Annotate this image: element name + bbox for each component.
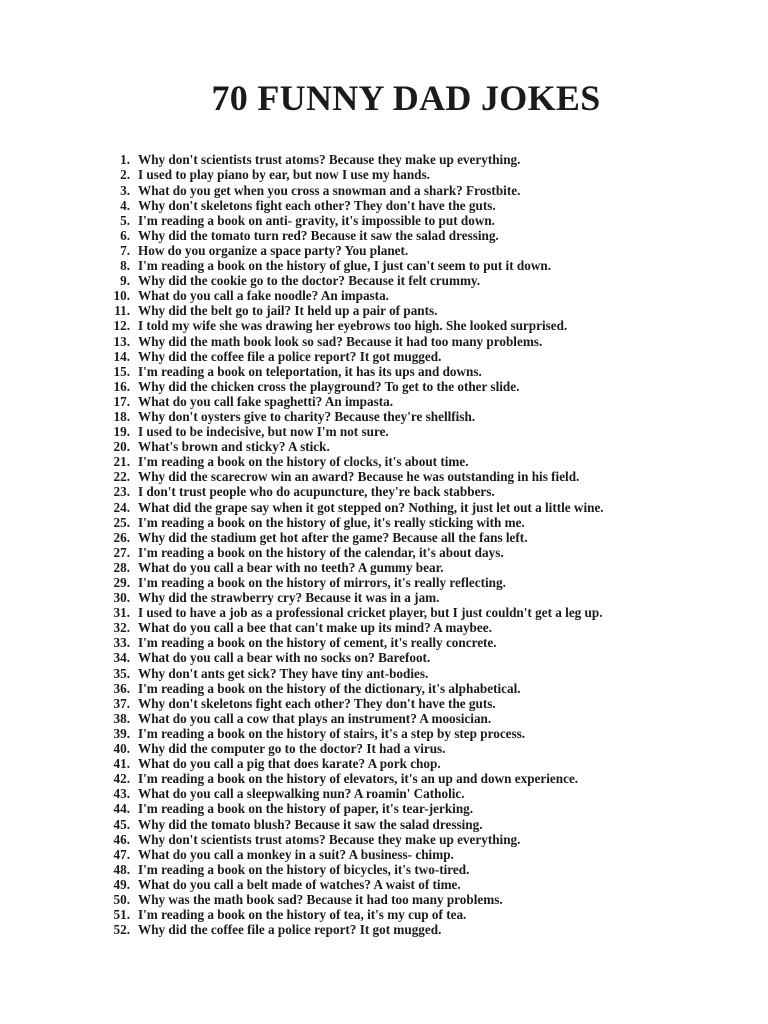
joke-text: What do you call a sleepwalking nun? A roamin' Catholic.: [138, 786, 465, 802]
joke-number: 24.: [113, 499, 130, 515]
joke-number: 9.: [120, 273, 130, 289]
list-item: [0, 635, 768, 650]
joke-text: What do you call a bear with no socks on? Barefoot.: [138, 650, 431, 666]
joke-number: 44.: [113, 801, 130, 817]
joke-number: 19.: [113, 424, 130, 440]
joke-text: What do you call a fake noodle? An impasta.: [138, 288, 389, 304]
joke-number: 28.: [113, 559, 130, 575]
joke-text: I'm reading a book on the history of paper, it's tear-jerking.: [138, 801, 474, 817]
list-item: [0, 847, 768, 862]
list-item: [0, 409, 768, 424]
joke-number: 43.: [113, 786, 130, 802]
list-item: [0, 318, 768, 333]
joke-number: 39.: [113, 725, 130, 741]
list-item: [0, 711, 768, 726]
list-item: [0, 801, 768, 816]
list-item: [0, 288, 768, 303]
list-item: [0, 892, 768, 907]
joke-number: 22.: [113, 469, 130, 485]
joke-text: I told my wife she was drawing her eyebrows too high. She looked surprised.: [138, 318, 568, 334]
joke-number: 15.: [113, 363, 130, 379]
list-item: [0, 424, 768, 439]
joke-text: I'm reading a book on the history of mirrors, it's really reflecting.: [138, 575, 506, 591]
joke-text: Why did the coffee file a police report? It got mugged.: [138, 922, 442, 938]
joke-number: 45.: [113, 816, 130, 832]
joke-text: I'm reading a book on the history of clocks, it's about time.: [138, 454, 469, 470]
joke-number: 20.: [113, 439, 130, 455]
list-item: [0, 183, 768, 198]
joke-text: Why did the strawberry cry? Because it was in a jam.: [138, 590, 440, 606]
joke-number: 48.: [113, 861, 130, 877]
joke-text: I'm reading a book on the history of elevators, it's an up and down experience.: [138, 771, 579, 787]
list-item: [0, 500, 768, 515]
joke-number: 50.: [113, 891, 130, 907]
joke-text: I'm reading a book on the history of tea, it's my cup of tea.: [138, 907, 467, 923]
joke-number: 6.: [120, 227, 130, 243]
joke-number: 38.: [113, 710, 130, 726]
joke-number: 41.: [113, 756, 130, 772]
joke-text: What do you call a belt made of watches? A waist of time.: [138, 876, 461, 892]
list-item: [0, 786, 768, 801]
joke-number: 12.: [113, 318, 130, 334]
list-item: [0, 198, 768, 213]
list-item: [0, 741, 768, 756]
joke-number: 1.: [120, 152, 130, 168]
list-item: [0, 454, 768, 469]
list-item: [0, 303, 768, 318]
list-item: [0, 771, 768, 786]
joke-text: I'm reading a book on anti- gravity, it's impossible to put down.: [138, 212, 495, 228]
joke-text: Why don't oysters give to charity? Because they're shellfish.: [138, 408, 476, 424]
joke-number: 18.: [113, 408, 130, 424]
joke-text: Why don't skeletons fight each other? They don't have the guts.: [138, 695, 496, 711]
list-item: [0, 152, 768, 167]
joke-text: I'm reading a book on the history of glue, I just can't seem to put it down.: [138, 258, 551, 274]
joke-number: 7.: [120, 242, 130, 258]
joke-number: 10.: [113, 288, 130, 304]
joke-number: 26.: [113, 529, 130, 545]
joke-number: 35.: [113, 665, 130, 681]
joke-text: What do you call fake spaghetti? An impasta.: [138, 393, 393, 409]
list-item: [0, 726, 768, 741]
list-item: [0, 666, 768, 681]
joke-text: I don't trust people who do acupuncture, they're back stabbers.: [138, 484, 495, 500]
joke-number: 27.: [113, 544, 130, 560]
joke-text: What do you call a bear with no teeth? A gummy bear.: [138, 559, 444, 575]
list-item: [0, 696, 768, 711]
list-item: [0, 817, 768, 832]
list-item: [0, 439, 768, 454]
joke-text: What do you call a cow that plays an instrument? A moosician.: [138, 710, 492, 726]
list-item: [0, 922, 768, 937]
list-item: [0, 620, 768, 635]
list-item: [0, 545, 768, 560]
joke-text: Why did the tomato turn red? Because it saw the salad dressing.: [138, 227, 499, 243]
joke-text: What do you call a pig that does karate? A pork chop.: [138, 756, 441, 772]
joke-number: 40.: [113, 741, 130, 757]
joke-text: What's brown and sticky? A stick.: [138, 439, 330, 455]
joke-text: How do you organize a space party? You planet.: [138, 242, 409, 258]
list-item: [0, 364, 768, 379]
joke-text: Why did the scarecrow win an award? Because he was outstanding in his field.: [138, 469, 580, 485]
joke-text: I'm reading a book on the history of cement, it's really concrete.: [138, 635, 497, 651]
list-item: [0, 862, 768, 877]
list-item: [0, 349, 768, 364]
list-item: [0, 484, 768, 499]
joke-number: 14.: [113, 348, 130, 364]
joke-text: What do you get when you cross a snowman and a shark? Frostbite.: [138, 182, 521, 198]
joke-text: Why don't ants get sick? They have tiny ant-bodies.: [138, 665, 429, 681]
joke-text: What do you call a bee that can't make up its mind? A maybee.: [138, 620, 492, 636]
joke-text: I'm reading a book on the history of glue, it's really sticking with me.: [138, 514, 525, 530]
joke-text: Why don't scientists trust atoms? Because they make up everything.: [138, 152, 521, 168]
joke-number: 23.: [113, 484, 130, 500]
joke-number: 13.: [113, 333, 130, 349]
joke-text: I'm reading a book on the history of the dictionary, it's alphabetical.: [138, 680, 521, 696]
list-item: [0, 213, 768, 228]
joke-text: Why did the math book look so sad? Because it had too many problems.: [138, 333, 543, 349]
list-item: [0, 530, 768, 545]
list-item: [0, 560, 768, 575]
joke-number: 3.: [120, 182, 130, 198]
list-item: [0, 334, 768, 349]
joke-number: 32.: [113, 620, 130, 636]
joke-text: Why did the tomato blush? Because it saw the salad dressing.: [138, 816, 483, 832]
list-item: [0, 605, 768, 620]
joke-number: 11.: [114, 303, 130, 319]
list-item: [0, 469, 768, 484]
joke-text: Why did the belt go to jail? It held up a pair of pants.: [138, 303, 438, 319]
list-item: [0, 394, 768, 409]
list-item: [0, 681, 768, 696]
joke-number: 17.: [113, 393, 130, 409]
joke-text: I'm reading a book on the history of bicycles, it's two-tired.: [138, 861, 470, 877]
jokes-list: [0, 152, 768, 937]
joke-number: 30.: [113, 590, 130, 606]
list-item: [0, 258, 768, 273]
joke-text: Why was the math book sad? Because it had too many problems.: [138, 891, 503, 907]
joke-text: Why did the chicken cross the playground? To get to the other slide.: [138, 378, 520, 394]
joke-number: 5.: [120, 212, 130, 228]
joke-number: 33.: [113, 635, 130, 651]
joke-number: 34.: [113, 650, 130, 666]
joke-text: I used to be indecisive, but now I'm not sure.: [138, 424, 389, 440]
joke-text: What did the grape say when it got stepped on? Nothing, it just let out a little wine.: [138, 499, 604, 515]
joke-text: I used to play piano by ear, but now I use my hands.: [138, 167, 430, 183]
joke-text: I'm reading a book on the history of the calendar, it's about days.: [138, 544, 504, 560]
page-title: 70 FUNNY DAD JOKES: [211, 78, 601, 118]
joke-text: Why did the computer go to the doctor? It had a virus.: [138, 741, 446, 757]
joke-text: Why don't scientists trust atoms? Because they make up everything.: [138, 831, 521, 847]
list-item: [0, 379, 768, 394]
joke-text: I'm reading a book on teleportation, it has its ups and downs.: [138, 363, 482, 379]
joke-number: 29.: [113, 575, 130, 591]
joke-number: 52.: [113, 922, 130, 938]
list-item: [0, 590, 768, 605]
joke-number: 51.: [113, 907, 130, 923]
joke-text: I used to have a job as a professional cricket player, but I just couldn't get a leg up.: [138, 605, 603, 621]
joke-text: Why did the cookie go to the doctor? Because it felt crummy.: [138, 273, 481, 289]
list-item: [0, 243, 768, 258]
joke-number: 16.: [113, 378, 130, 394]
list-item: [0, 575, 768, 590]
list-item: [0, 273, 768, 288]
joke-number: 49.: [113, 876, 130, 892]
joke-number: 36.: [113, 680, 130, 696]
list-item: [0, 515, 768, 530]
joke-number: 21.: [113, 454, 130, 470]
list-item: [0, 756, 768, 771]
joke-text: Why did the stadium get hot after the game? Because all the fans left.: [138, 529, 528, 545]
joke-number: 4.: [120, 197, 130, 213]
joke-text: Why don't skeletons fight each other? They don't have the guts.: [138, 197, 496, 213]
list-item: [0, 650, 768, 665]
joke-number: 46.: [113, 831, 130, 847]
joke-number: 37.: [113, 695, 130, 711]
list-item: [0, 228, 768, 243]
joke-number: 42.: [113, 771, 130, 787]
joke-number: 8.: [120, 258, 130, 274]
joke-number: 25.: [113, 514, 130, 530]
joke-number: 47.: [113, 846, 130, 862]
list-item: [0, 877, 768, 892]
joke-number: 31.: [113, 605, 130, 621]
list-item: [0, 832, 768, 847]
joke-text: What do you call a monkey in a suit? A business- chimp.: [138, 846, 454, 862]
joke-text: I'm reading a book on the history of stairs, it's a step by step process.: [138, 725, 526, 741]
joke-number: 2.: [120, 167, 130, 183]
list-item: [0, 907, 768, 922]
list-item: [0, 167, 768, 182]
joke-text: Why did the coffee file a police report? It got mugged.: [138, 348, 442, 364]
